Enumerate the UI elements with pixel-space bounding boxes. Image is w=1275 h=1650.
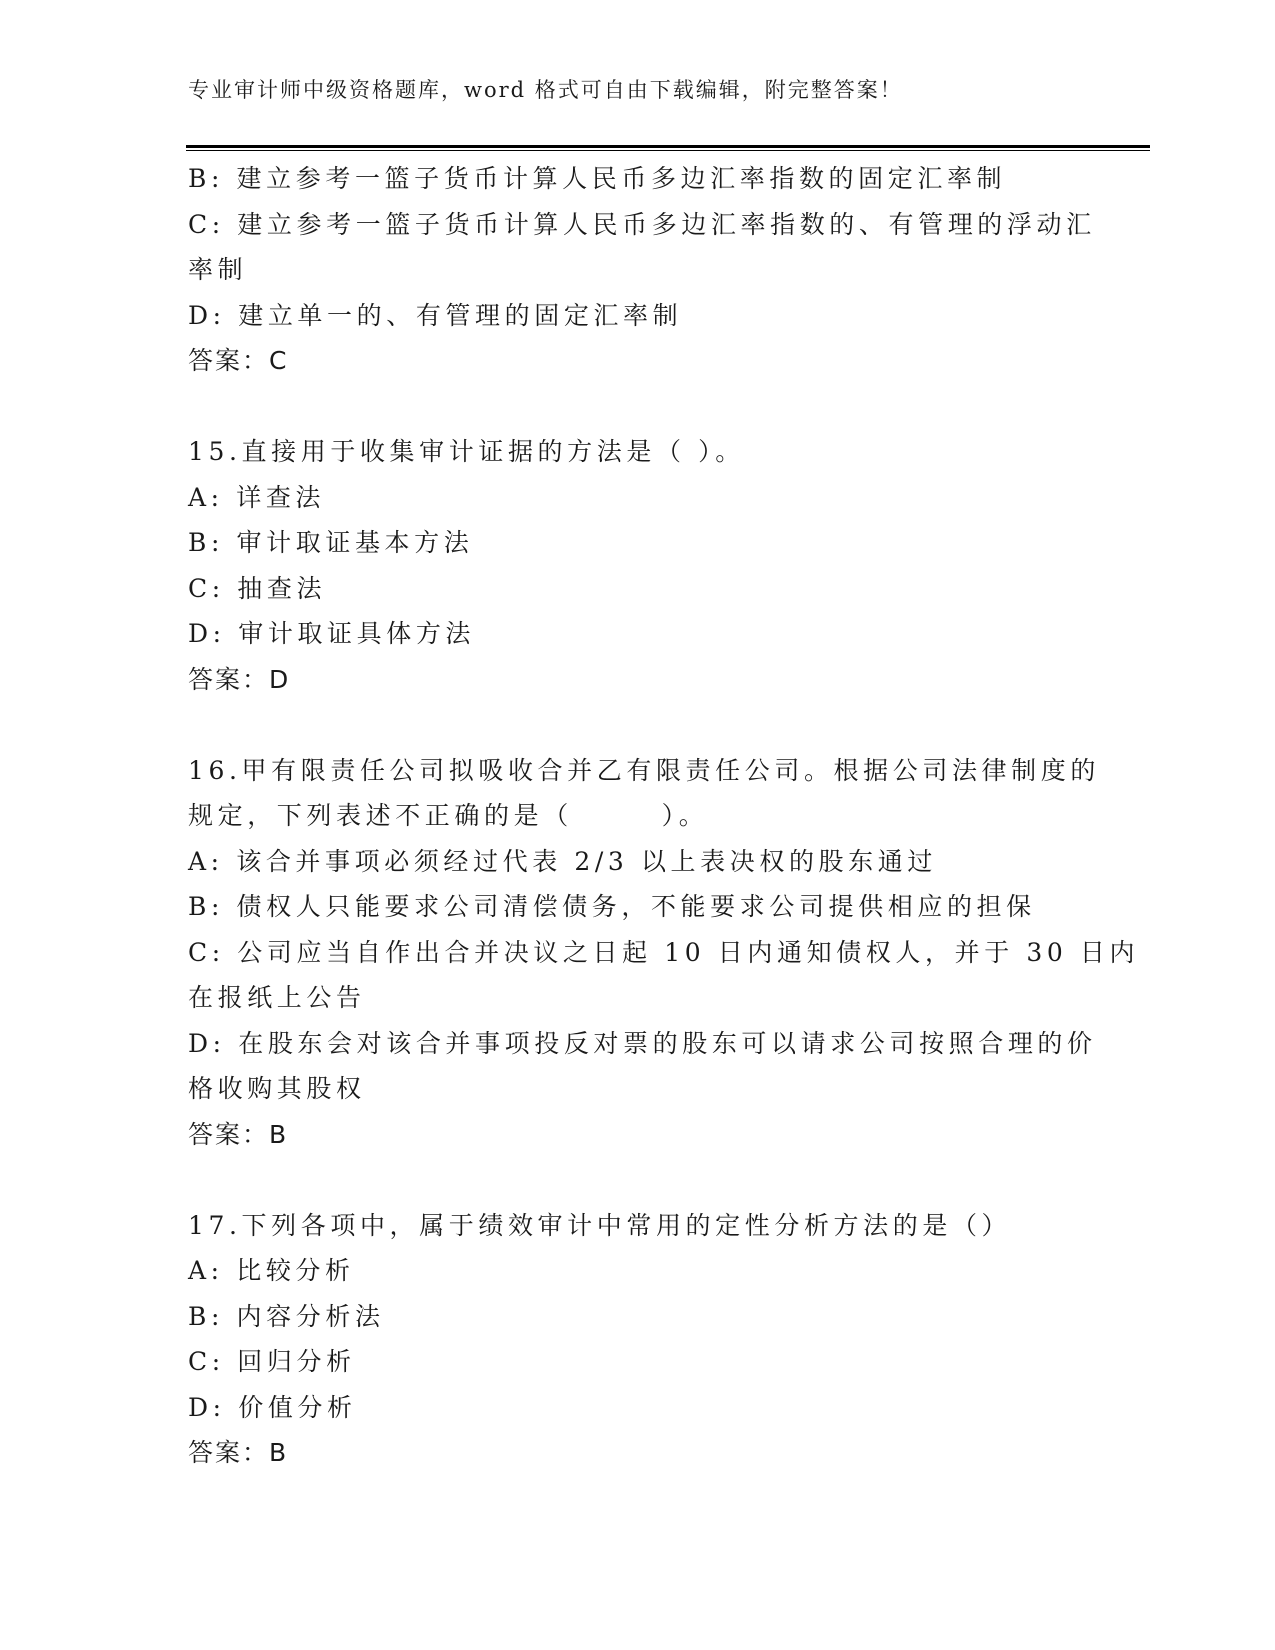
- spacer: [188, 1157, 1068, 1203]
- answer-line: 答案：C: [188, 346, 289, 375]
- question-block-16: [188, 748, 1140, 1158]
- option-line: D: 在股东会对该合并事项投反对票的股东可以请求公司按照合理的价: [188, 1028, 1097, 1058]
- option-line: D: 建立单一的、有管理的固定汇率制: [188, 300, 683, 330]
- header-rule-thick: [186, 145, 1150, 148]
- question-stem: 16.甲有限责任公司拟吸收合并乙有限责任公司。根据公司法律制度的: [188, 755, 1100, 785]
- option-line: A: 该合并事项必须经过代表 2/3 以上表决权的股东通过: [188, 846, 937, 876]
- option-line: B: 内容分析法: [188, 1301, 385, 1331]
- option-line: A: 比较分析: [188, 1256, 355, 1285]
- answer-line: 答案：D: [188, 664, 291, 694]
- question-stem: 17.下列各项中，属于绩效审计中常用的定性分析方法的是（）: [188, 1210, 1012, 1240]
- question-block-continued: [188, 156, 1096, 384]
- question-stem: 15.直接用于收集审计证据的方法是（ ）。: [188, 437, 745, 466]
- option-line: D: 价值分析: [188, 1392, 357, 1422]
- page-header: 专业审计师中级资格题库，word 格式可自由下载编辑，附完整答案！: [188, 78, 903, 102]
- spacer: [188, 702, 1068, 748]
- document-body: [188, 156, 1140, 1476]
- question-stem-wrap: 规定，下列表述不正确的是（ ）。: [188, 801, 709, 830]
- option-line-wrap: 格收购其股权: [188, 1074, 366, 1103]
- option-line-wrap: 在报纸上公告: [188, 983, 366, 1012]
- option-line: B: 建立参考一篮子货币计算人民币多边汇率指数的固定汇率制: [188, 164, 1007, 193]
- question-block-15: [188, 429, 1068, 702]
- spacer: [188, 384, 1068, 430]
- option-line: C: 公司应当自作出合并决议之日起 10 日内通知债权人，并于 30 日内: [188, 937, 1140, 967]
- option-line: A: 详查法: [188, 482, 326, 512]
- answer-line: 答案：B: [188, 1119, 289, 1149]
- option-line: C: 建立参考一篮子货币计算人民币多边汇率指数的、有管理的浮动汇: [188, 209, 1096, 239]
- header-rule-thin: [186, 150, 1150, 151]
- option-line: B: 债权人只能要求公司清偿债务，不能要求公司提供相应的担保: [188, 892, 1036, 921]
- option-line: B: 审计取证基本方法: [188, 528, 474, 557]
- option-line: C: 回归分析: [188, 1347, 356, 1376]
- option-line-wrap: 率制: [188, 255, 248, 284]
- answer-line: 答案：B: [188, 1438, 289, 1467]
- option-line: C: 抽查法: [188, 573, 327, 603]
- question-block-17: [188, 1203, 1068, 1476]
- option-line: D: 审计取证具体方法: [188, 619, 476, 648]
